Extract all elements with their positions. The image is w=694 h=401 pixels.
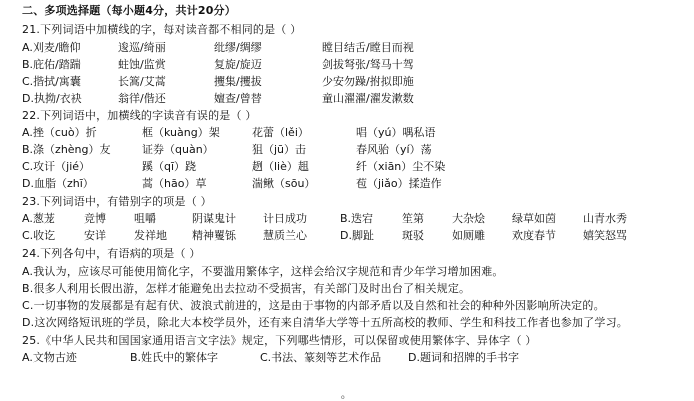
q21-a-1: A.刈麦/瞻仰 xyxy=(22,41,81,54)
q23-ab-9: 绿草如茵 xyxy=(512,212,556,225)
q21-a-4: 瞠目结舌/瞠目而视 xyxy=(322,41,414,54)
q22-d-3: 湍鳅（sōu） xyxy=(252,177,316,190)
q25-stem: 25.《中华人民共和国国家通用语言文字法》规定，下列哪些情形，可以保留或使用繁体字、异体字（ ） xyxy=(22,334,537,347)
q23-cd-8: 如厕雕 xyxy=(452,229,485,242)
q23-stem: 23.下列词语中，有错别字的项是（ ） xyxy=(22,195,212,208)
q21-b-4: 剑拔弩张/驽马十驾 xyxy=(322,58,414,71)
q21-c-3: 攫集/攫拔 xyxy=(214,75,262,88)
q23-cd-3: 发祥地 xyxy=(134,229,167,242)
q21-stem: 21.下列词语中加横线的字，每对读音都不相同的是（ ） xyxy=(22,23,302,36)
q23-ab-5: 计日成功 xyxy=(263,212,307,225)
footer-mark: o xyxy=(341,394,345,401)
q22-a-4: 唱（yú）喁私语 xyxy=(356,126,436,139)
q22-stem: 22.下列词语中，加横线的字读音有误的是（ ） xyxy=(22,109,257,122)
q23-cd-1: C.收讫 xyxy=(22,229,56,242)
q22-b-1: B.涤（zhèng）友 xyxy=(22,143,111,156)
q24-option-c: C.一切事物的发展都是有起有伏、波浪式前进的，这是由于事物的内部矛盾以及自然和社会的种种外因影响所决定的。 xyxy=(22,299,605,312)
q22-b-3: 狙（jū）击 xyxy=(252,143,307,156)
section-title: 二、多项选择题（每小题4分，共计20分） xyxy=(22,4,236,17)
q25-option-d: D.题词和招牌的手书字 xyxy=(408,351,519,364)
q23-ab-6: B.迭宕 xyxy=(340,212,374,225)
q23-ab-4: 阴谋鬼计 xyxy=(192,212,236,225)
q22-c-1: C.攻讦（jié） xyxy=(22,160,91,173)
q22-a-1: A.挫（cuò）折 xyxy=(22,126,97,139)
q23-cd-2: 安详 xyxy=(84,229,106,242)
q21-c-2: 长篙/艾蒿 xyxy=(118,75,166,88)
q23-cd-4: 精神矍铄 xyxy=(192,229,236,242)
q21-b-3: 复旋/旋迈 xyxy=(214,58,262,71)
q24-option-b: B.很多人利用长假出游，怎样才能避免出去拉动不受损害，有关部门及时出台了相关规定。 xyxy=(22,282,471,295)
q24-stem: 24.下列各句中，有语病的项是（ ） xyxy=(22,247,201,260)
q22-a-2: 框（kuàng）架 xyxy=(142,126,220,139)
q21-d-1: D.执拗/衣袂 xyxy=(22,92,82,105)
q23-ab-7: 笙第 xyxy=(402,212,424,225)
q22-c-2: 蹊（qī）跷 xyxy=(142,160,197,173)
q21-d-2: 翁徉/偕还 xyxy=(118,92,166,105)
q24-option-a: A.我认为，应该尽可能使用简化字，不要滥用繁体字，这样会给汉字规范和青少年学习增加困难。 xyxy=(22,265,504,278)
q22-c-4: 纤（xiān）尘不染 xyxy=(356,160,446,173)
q22-b-2: 证券（quàn） xyxy=(142,143,214,156)
q24-option-d: D.这次网络短讯班的学员，除北大本校学员外，还有来自清华大学等十五所高校的教师、学生和科技工作者也参加了学习。 xyxy=(22,316,628,329)
q23-cd-5: 慧质兰心 xyxy=(263,229,307,242)
q25-option-c: C.书法、篆刻等艺术作品 xyxy=(260,351,382,364)
q21-a-3: 纰缪/绸缪 xyxy=(214,41,262,54)
q21-b-2: 蛀蚀/监赏 xyxy=(118,58,166,71)
q22-a-3: 花蕾（lěi） xyxy=(252,126,309,139)
q22-d-4: 苞（jiǎo）揉造作 xyxy=(356,177,442,190)
q21-d-4: 童山濯濯/濯发漱数 xyxy=(322,92,414,105)
q23-ab-2: 竞博 xyxy=(84,212,106,225)
q21-d-3: 嬗查/曾替 xyxy=(214,92,262,105)
q25-option-a: A.文物古迹 xyxy=(22,351,77,364)
q23-cd-7: 斑驳 xyxy=(402,229,424,242)
q23-cd-9: 欢度春节 xyxy=(512,229,556,242)
q25-option-b: B.姓氏中的繁体字 xyxy=(130,351,219,364)
q22-b-4: 春风骀（yí）荡 xyxy=(356,143,432,156)
q22-d-2: 蒿（hāo）草 xyxy=(142,177,207,190)
q22-c-3: 趔（liè）趄 xyxy=(252,160,309,173)
q21-c-4: 少安勿躁/拊拟即施 xyxy=(322,75,414,88)
q23-ab-1: A.葱茏 xyxy=(22,212,55,225)
q23-ab-10: 山青水秀 xyxy=(583,212,627,225)
q21-b-1: B.庇佑/踏踹 xyxy=(22,58,81,71)
q23-cd-6: D.脚趾 xyxy=(340,229,374,242)
q22-d-1: D.血脂（zhī） xyxy=(22,177,94,190)
q23-ab-3: 咀嚼 xyxy=(134,212,156,225)
q21-c-1: C.揩拭/寓囊 xyxy=(22,75,81,88)
q21-a-2: 逡巡/绮丽 xyxy=(118,41,166,54)
q23-ab-8: 大杂烩 xyxy=(452,212,485,225)
q23-cd-10: 嬉笑怒骂 xyxy=(583,229,627,242)
